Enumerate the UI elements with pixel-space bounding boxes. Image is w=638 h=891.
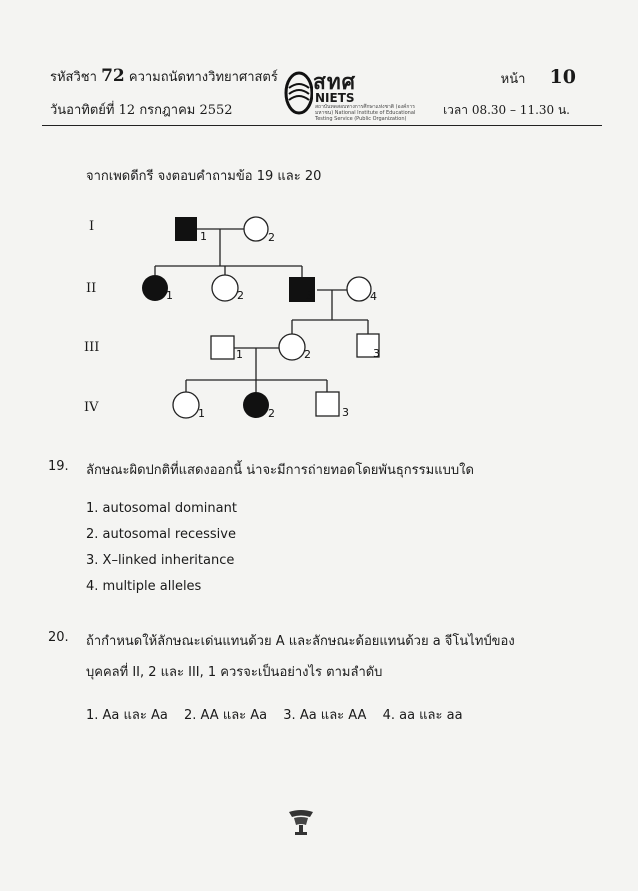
pedigree-intro: จากเพดดีกรี จงตอบคำถามข้อ 19 และ 20 bbox=[86, 169, 322, 184]
question-19-option-4: 4. multiple alleles bbox=[86, 579, 202, 594]
label-III-2: 2 bbox=[304, 348, 311, 361]
subject-code: 72 bbox=[101, 66, 125, 86]
individual-II-2 bbox=[212, 275, 238, 301]
question-20-options bbox=[86, 704, 475, 725]
pedigree-lines bbox=[155, 229, 368, 392]
footer-ornament-icon bbox=[286, 808, 316, 836]
logo-subtitle: สถาบันทดสอบทางการศึกษาแห่งชาติ (องค์การมหาชน) National Institute of Educational Testing Service (Public Organization) bbox=[315, 104, 416, 122]
label-II-1: 1 bbox=[166, 289, 173, 302]
question-19-number: 19. bbox=[48, 459, 69, 474]
label-III-1: 1 bbox=[236, 348, 243, 361]
label-IV-2: 2 bbox=[268, 407, 275, 420]
label-II-2: 2 bbox=[237, 289, 244, 302]
page-number: 10 bbox=[549, 66, 576, 88]
label-III-3: 3 bbox=[373, 347, 380, 360]
exam-time: เวลา 08.30 – 11.30 น. bbox=[443, 103, 570, 117]
individual-I-2 bbox=[244, 217, 268, 241]
question-19-option-2: 2. autosomal recessive bbox=[86, 527, 236, 542]
question-19-option-3: 3. X–linked inheritance bbox=[86, 553, 235, 568]
question-19-option-1: 1. autosomal dominant bbox=[86, 501, 237, 516]
label-IV-1: 1 bbox=[198, 407, 205, 420]
individual-I-1 bbox=[175, 217, 197, 241]
label-II-3: 3 bbox=[306, 289, 313, 302]
individual-IV-2 bbox=[243, 392, 269, 418]
page-label: หน้า bbox=[500, 72, 526, 87]
generation-label-4: IV bbox=[84, 400, 99, 415]
label-I-2: 2 bbox=[268, 231, 275, 244]
individual-III-2 bbox=[279, 334, 305, 360]
label-IV-3: 3 bbox=[342, 406, 349, 419]
individual-III-1 bbox=[211, 336, 234, 359]
subject-name: ความถนัดทางวิทยาศาสตร์ bbox=[128, 70, 278, 85]
question-20-option-4: 4. aa และ aa bbox=[382, 708, 463, 723]
question-20-line-2: บุคคลที่ II, 2 และ III, 1 ควรจะเป็นอย่างไร ตามลำดับ bbox=[86, 665, 383, 680]
question-20-option-2: 2. AA และ Aa bbox=[184, 708, 268, 723]
question-20-option-3: 3. Aa และ AA bbox=[283, 708, 367, 723]
question-20-option-1: 1. Aa และ Aa bbox=[86, 708, 168, 723]
label-II-4: 4 bbox=[370, 290, 377, 303]
question-19-text: ลักษณะผิดปกติที่แสดงออกนี้ น่าจะมีการถ่ายทอดโดยพันธุกรรมแบบใด bbox=[86, 463, 474, 478]
individual-IV-1 bbox=[173, 392, 199, 418]
generation-label-2: II bbox=[86, 281, 97, 296]
date-label: วันอาทิตย์ที่ bbox=[50, 103, 115, 118]
question-20-number: 20. bbox=[48, 630, 69, 645]
individual-II-1 bbox=[142, 275, 168, 301]
date-value: 12 กรกฎาคม 2552 bbox=[118, 103, 233, 118]
generation-label-3: III bbox=[84, 340, 100, 355]
individual-IV-3 bbox=[316, 392, 339, 416]
logo-thai-text: สทศ bbox=[313, 70, 356, 94]
subject-label: รหัสวิชา bbox=[50, 70, 97, 85]
individual-II-4 bbox=[347, 277, 371, 301]
logo-english-text: NIETS bbox=[315, 91, 355, 105]
label-I-1: 1 bbox=[200, 230, 207, 243]
question-20-line-1: ถ้ากำหนดให้ลักษณะเด่นแทนด้วย A และลักษณะด้อยแทนด้วย a จีโนไทป์ของ bbox=[86, 634, 515, 649]
generation-label-1: I bbox=[89, 219, 95, 234]
